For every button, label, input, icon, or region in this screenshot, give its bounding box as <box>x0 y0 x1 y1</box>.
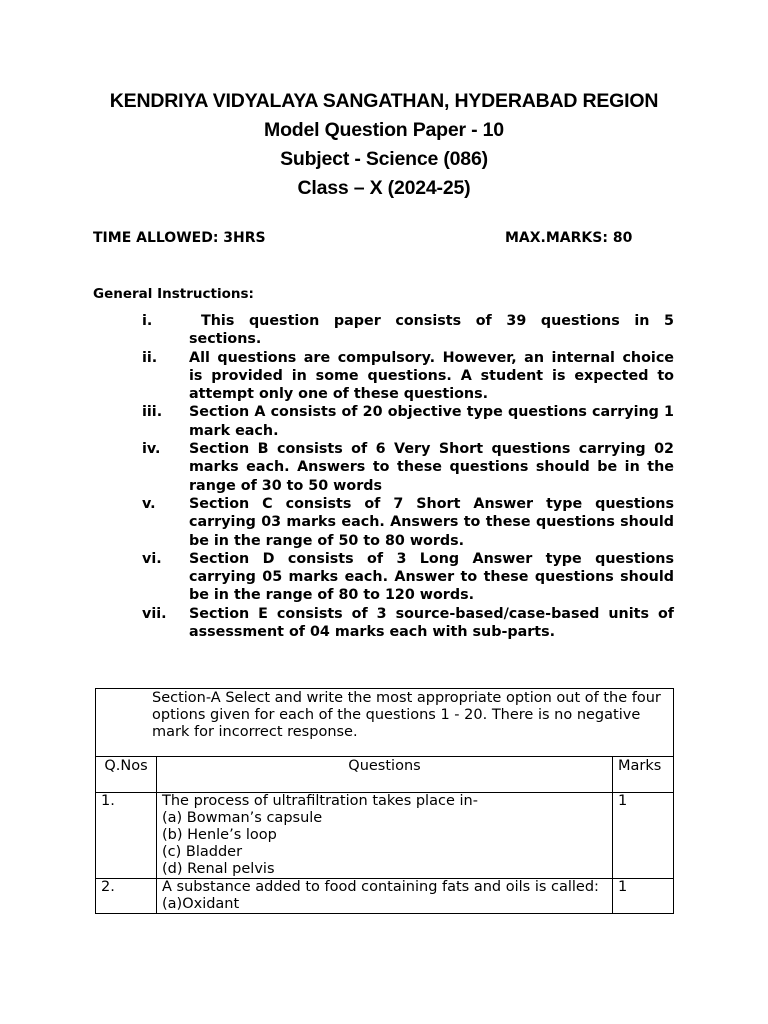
instruction-text: All questions are compulsory. However, an internal choice is provided in some questions. A student is expected to attempt only one of these questions. <box>189 349 674 403</box>
document-title-paper: Model Question Paper - 10 <box>264 119 504 141</box>
document-title-class: Class – X (2024-25) <box>297 177 471 199</box>
question-text: A substance added to food containing fats and oils is called: <box>162 879 599 895</box>
header-questions: Questions <box>157 757 613 793</box>
instruction-text: Section D consists of 3 Long Answer type questions carrying 05 marks each. Answer to these questions should be in the range of 80 to 120 words. <box>189 550 674 604</box>
instruction-number: vii. <box>142 605 167 622</box>
instruction-item <box>142 312 674 349</box>
instruction-text: Section B consists of 6 Very Short questions carrying 02 marks each. Answers to these questions should be in the range of 30 to 50 words <box>189 441 674 494</box>
question-number: 1. <box>96 793 157 879</box>
instruction-number: v. <box>142 495 156 512</box>
document-title-region: KENDRIYA VIDYALAYA SANGATHAN, HYDERABAD REGION <box>109 90 659 112</box>
document-title-subject: Subject - Science (086) <box>280 148 488 170</box>
instruction-item <box>142 605 674 642</box>
time-allowed: TIME ALLOWED: 3HRS <box>93 230 266 246</box>
instruction-text: Section E consists of 3 source-based/case-based units of assessment of 04 marks each with sub-parts. <box>189 605 674 641</box>
instruction-text: Section A consists of 20 objective type questions carrying 1 mark each. <box>189 404 674 439</box>
instruction-item <box>142 403 674 440</box>
table-row <box>96 793 674 879</box>
general-instructions-heading: General Instructions: <box>93 286 254 302</box>
question-option: (a)Oxidant <box>162 896 240 912</box>
table-header-row <box>96 757 674 793</box>
instruction-number: ii. <box>142 349 158 366</box>
question-option: (c) Bladder <box>162 844 243 860</box>
question-option: (d) Renal pelvis <box>162 861 275 877</box>
general-instructions-list <box>142 312 674 641</box>
instruction-item <box>142 550 674 605</box>
max-marks: MAX.MARKS: 80 <box>505 230 633 246</box>
instruction-item <box>142 440 674 495</box>
section-a-instruction-row <box>96 689 674 757</box>
instruction-text: This question paper consists of 39 questions in 5 sections. <box>189 313 674 348</box>
instruction-text: Section C consists of 7 Short Answer type questions carrying 03 marks each. Answers to these questions should be in the range of 50 to 80 words. <box>189 495 674 549</box>
section-a-table <box>95 688 674 914</box>
instruction-number: iv. <box>142 441 161 458</box>
instruction-number: i. <box>142 313 153 329</box>
instruction-number: vi. <box>142 550 162 567</box>
table-row <box>96 879 674 914</box>
instruction-number: iii. <box>142 404 163 421</box>
header-qno: Q.Nos <box>96 757 157 793</box>
question-option: (b) Henle’s loop <box>162 827 277 843</box>
question-marks: 1 <box>613 793 674 879</box>
instruction-item <box>142 495 674 550</box>
question-option: (a) Bowman’s capsule <box>162 810 323 826</box>
question-cell <box>157 793 613 879</box>
section-a-instruction: Section-A Select and write the most appropriate option out of the four options given for each of the questions 1 - 20. There is no negative mark for incorrect response. <box>96 689 674 757</box>
question-text: The process of ultrafiltration takes place in- <box>162 793 478 809</box>
question-cell <box>157 879 613 914</box>
question-marks: 1 <box>613 879 674 914</box>
header-marks: Marks <box>613 757 674 793</box>
instruction-item <box>142 349 674 404</box>
question-number: 2. <box>96 879 157 914</box>
